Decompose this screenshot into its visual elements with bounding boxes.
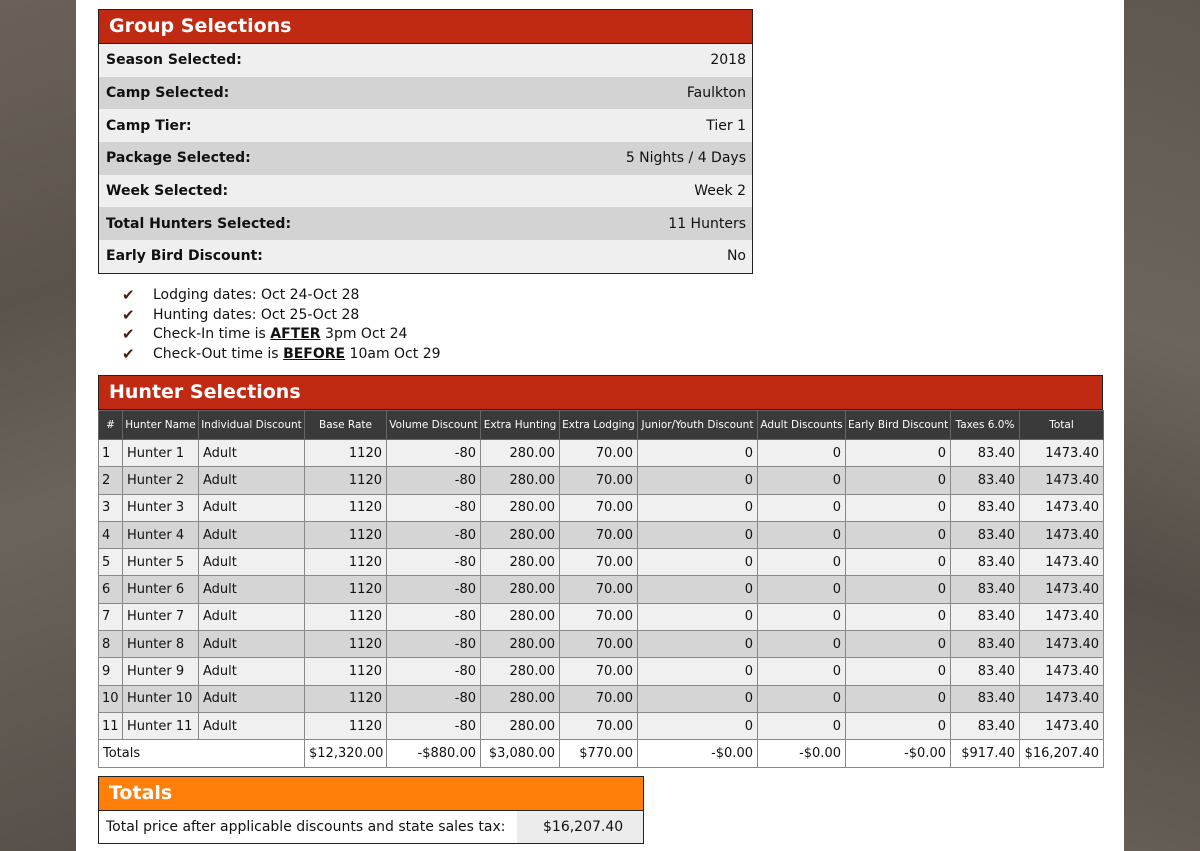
- table-cell: 280.00: [481, 603, 560, 630]
- table-cell: 1473.40: [1020, 658, 1104, 685]
- table-cell: 83.40: [951, 685, 1020, 712]
- table-cell: 70.00: [560, 576, 638, 603]
- table-cell: 0: [846, 712, 951, 739]
- table-cell: 0: [758, 685, 846, 712]
- table-cell: 1120: [305, 440, 387, 467]
- table-row: [99, 603, 1104, 630]
- table-cell: 0: [638, 521, 758, 548]
- table-row: [99, 712, 1104, 739]
- group-row: [99, 44, 752, 77]
- table-cell: Hunter 3: [123, 494, 199, 521]
- totals-row-cell: -$880.00: [387, 740, 481, 767]
- table-cell: 1120: [305, 658, 387, 685]
- group-row-label: Total Hunters Selected:: [106, 215, 292, 232]
- table-cell: 1473.40: [1020, 549, 1104, 576]
- table-cell: -80: [387, 685, 481, 712]
- table-cell: 83.40: [951, 549, 1020, 576]
- checkin-emphasis: AFTER: [270, 326, 321, 343]
- column-header: Taxes 6.0%: [951, 411, 1020, 440]
- table-cell: 1473.40: [1020, 467, 1104, 494]
- group-row: [99, 240, 752, 273]
- table-cell: Hunter 1: [123, 440, 199, 467]
- note-checkin-text: Check-In time is AFTER 3pm Oct 24: [153, 326, 408, 343]
- group-row-value: No: [726, 248, 746, 265]
- hunter-table-header: [99, 411, 1104, 440]
- table-cell: 0: [638, 712, 758, 739]
- table-cell: Hunter 10: [123, 685, 199, 712]
- table-cell: 0: [758, 440, 846, 467]
- note-checkout-text: Check-Out time is BEFORE 10am Oct 29: [153, 346, 441, 363]
- checkout-emphasis: BEFORE: [283, 346, 346, 363]
- table-cell: 0: [758, 549, 846, 576]
- table-cell: -80: [387, 603, 481, 630]
- group-row-value: 5 Nights / 4 Days: [625, 150, 746, 167]
- table-cell: 0: [846, 603, 951, 630]
- table-cell: 0: [638, 658, 758, 685]
- table-cell: 0: [758, 658, 846, 685]
- table-cell: 280.00: [481, 494, 560, 521]
- table-cell: Adult: [199, 440, 305, 467]
- group-row-label: Package Selected:: [106, 150, 251, 167]
- table-cell: Adult: [199, 631, 305, 658]
- table-row: [99, 521, 1104, 548]
- table-cell: 1120: [305, 521, 387, 548]
- column-header: Extra Lodging: [560, 411, 638, 440]
- table-cell: 280.00: [481, 467, 560, 494]
- column-header: Junior/Youth Discount: [638, 411, 758, 440]
- table-cell: Adult: [199, 494, 305, 521]
- table-cell: 0: [638, 576, 758, 603]
- table-cell: 83.40: [951, 603, 1020, 630]
- group-row-value: 11 Hunters: [668, 215, 746, 232]
- totals-panel: [98, 776, 644, 844]
- table-cell: Adult: [199, 549, 305, 576]
- table-cell: -80: [387, 467, 481, 494]
- group-row: [99, 109, 752, 142]
- table-cell: 0: [846, 467, 951, 494]
- group-row: [99, 207, 752, 240]
- table-cell: 1120: [305, 685, 387, 712]
- table-cell: 280.00: [481, 712, 560, 739]
- table-cell: 0: [638, 494, 758, 521]
- hunter-selections-panel: [98, 375, 1103, 768]
- group-row-label: Camp Tier:: [106, 117, 192, 134]
- column-header: Extra Hunting: [481, 411, 560, 440]
- table-row: [99, 494, 1104, 521]
- check-icon: ✔: [122, 286, 135, 304]
- table-cell: 0: [758, 603, 846, 630]
- column-header: Early Bird Discount: [846, 411, 951, 440]
- table-cell: 280.00: [481, 521, 560, 548]
- table-cell: Hunter 2: [123, 467, 199, 494]
- note-hunting-text: Hunting dates: Oct 25-Oct 28: [153, 306, 360, 323]
- table-row: [99, 467, 1104, 494]
- group-row-label: Week Selected:: [106, 183, 229, 200]
- grand-total-label: Total price after applicable discounts and state sales tax:: [106, 819, 506, 835]
- table-cell: 83.40: [951, 658, 1020, 685]
- table-cell: 0: [638, 440, 758, 467]
- totals-row-cell: $770.00: [560, 740, 638, 767]
- table-cell: 0: [758, 712, 846, 739]
- table-cell: Adult: [199, 603, 305, 630]
- group-row: [99, 175, 752, 208]
- note-checkin: [122, 325, 441, 345]
- totals-row-cell: $3,080.00: [481, 740, 560, 767]
- table-cell: 1473.40: [1020, 631, 1104, 658]
- table-cell: 6: [99, 576, 123, 603]
- table-cell: Adult: [199, 712, 305, 739]
- group-selections-rows: [99, 44, 752, 273]
- table-cell: -80: [387, 712, 481, 739]
- table-cell: 70.00: [560, 631, 638, 658]
- table-cell: 1473.40: [1020, 685, 1104, 712]
- table-cell: 1473.40: [1020, 603, 1104, 630]
- table-row: [99, 658, 1104, 685]
- table-cell: 280.00: [481, 685, 560, 712]
- column-header: #: [99, 411, 123, 440]
- note-checkout: [122, 345, 441, 365]
- table-row: [99, 440, 1104, 467]
- column-header: Total: [1020, 411, 1104, 440]
- group-row-value: Week 2: [694, 183, 746, 200]
- table-cell: 4: [99, 521, 123, 548]
- table-cell: Hunter 11: [123, 712, 199, 739]
- table-cell: Adult: [199, 521, 305, 548]
- table-cell: 0: [846, 521, 951, 548]
- table-cell: -80: [387, 658, 481, 685]
- table-cell: 0: [638, 549, 758, 576]
- table-cell: 1120: [305, 603, 387, 630]
- totals-row-label: Totals: [99, 740, 305, 767]
- table-cell: 9: [99, 658, 123, 685]
- table-cell: 1473.40: [1020, 576, 1104, 603]
- table-cell: -80: [387, 494, 481, 521]
- table-cell: 280.00: [481, 631, 560, 658]
- table-cell: 0: [758, 631, 846, 658]
- table-cell: -80: [387, 440, 481, 467]
- table-cell: 11: [99, 712, 123, 739]
- hunter-table: [98, 410, 1104, 768]
- background-right: [1124, 0, 1200, 851]
- group-row-value: Faulkton: [686, 85, 746, 102]
- table-cell: Hunter 7: [123, 603, 199, 630]
- table-cell: Adult: [199, 685, 305, 712]
- table-cell: 1120: [305, 712, 387, 739]
- table-cell: 70.00: [560, 521, 638, 548]
- table-cell: 0: [846, 576, 951, 603]
- table-cell: Adult: [199, 576, 305, 603]
- column-header: Volume Discount: [387, 411, 481, 440]
- table-cell: 1473.40: [1020, 712, 1104, 739]
- table-cell: 0: [846, 549, 951, 576]
- table-cell: 70.00: [560, 712, 638, 739]
- group-selections-title: Group Selections: [99, 9, 752, 44]
- table-cell: 0: [638, 685, 758, 712]
- table-cell: 70.00: [560, 494, 638, 521]
- check-icon: ✔: [122, 305, 135, 324]
- table-cell: 1120: [305, 467, 387, 494]
- table-cell: 83.40: [951, 521, 1020, 548]
- column-header: Base Rate: [305, 411, 387, 440]
- table-cell: 70.00: [560, 549, 638, 576]
- table-cell: 1473.40: [1020, 494, 1104, 521]
- table-cell: 1473.40: [1020, 521, 1104, 548]
- totals-row-cell: -$0.00: [758, 740, 846, 767]
- table-cell: 83.40: [951, 576, 1020, 603]
- table-cell: 280.00: [481, 440, 560, 467]
- grand-total-row: [99, 811, 643, 843]
- group-row-label: Camp Selected:: [106, 85, 230, 102]
- hunter-table-body: [99, 440, 1104, 740]
- totals-row-cell: -$0.00: [846, 740, 951, 767]
- table-cell: 280.00: [481, 658, 560, 685]
- table-row: [99, 685, 1104, 712]
- table-cell: 1120: [305, 576, 387, 603]
- background-left: [0, 0, 76, 851]
- table-cell: 1120: [305, 549, 387, 576]
- check-icon: ✔: [122, 345, 135, 364]
- table-cell: 70.00: [560, 685, 638, 712]
- table-cell: 10: [99, 685, 123, 712]
- table-cell: 3: [99, 494, 123, 521]
- table-cell: 0: [758, 521, 846, 548]
- check-icon: ✔: [122, 325, 135, 344]
- table-row: [99, 631, 1104, 658]
- table-cell: 70.00: [560, 603, 638, 630]
- table-cell: 2: [99, 467, 123, 494]
- table-cell: 0: [846, 494, 951, 521]
- table-cell: Adult: [199, 467, 305, 494]
- column-header: Adult Discounts: [758, 411, 846, 440]
- group-row: [99, 142, 752, 175]
- table-cell: Hunter 8: [123, 631, 199, 658]
- table-cell: 70.00: [560, 467, 638, 494]
- table-cell: 8: [99, 631, 123, 658]
- table-cell: 70.00: [560, 440, 638, 467]
- stay-notes-list: [122, 286, 441, 365]
- table-cell: 83.40: [951, 631, 1020, 658]
- table-cell: 0: [846, 440, 951, 467]
- group-row-value: Tier 1: [706, 117, 746, 134]
- table-cell: 83.40: [951, 467, 1020, 494]
- note-lodging: [122, 286, 441, 306]
- table-cell: 0: [846, 658, 951, 685]
- hunter-selections-title: Hunter Selections: [98, 375, 1103, 410]
- table-cell: 83.40: [951, 494, 1020, 521]
- table-cell: 1: [99, 440, 123, 467]
- table-cell: 0: [758, 576, 846, 603]
- totals-row-cell: $12,320.00: [305, 740, 387, 767]
- table-cell: 0: [758, 467, 846, 494]
- table-cell: 0: [846, 685, 951, 712]
- grand-total-value: $16,207.40: [517, 811, 643, 843]
- table-cell: 0: [758, 494, 846, 521]
- table-cell: -80: [387, 549, 481, 576]
- table-cell: Adult: [199, 658, 305, 685]
- table-cell: 1120: [305, 631, 387, 658]
- group-selections-panel: [98, 9, 753, 274]
- hunter-table-totals-row: [99, 740, 1104, 767]
- column-header: Individual Discount: [199, 411, 305, 440]
- group-row-label: Season Selected:: [106, 52, 242, 69]
- table-row: [99, 549, 1104, 576]
- table-cell: 1473.40: [1020, 440, 1104, 467]
- table-cell: 0: [638, 467, 758, 494]
- table-cell: Hunter 6: [123, 576, 199, 603]
- table-row: [99, 576, 1104, 603]
- table-cell: 70.00: [560, 658, 638, 685]
- table-cell: 0: [638, 631, 758, 658]
- table-cell: 280.00: [481, 576, 560, 603]
- table-cell: 83.40: [951, 440, 1020, 467]
- totals-row-cell: $917.40: [951, 740, 1020, 767]
- totals-title: Totals: [99, 776, 643, 811]
- group-row-label: Early Bird Discount:: [106, 248, 263, 265]
- table-cell: 280.00: [481, 549, 560, 576]
- totals-row-cell: -$0.00: [638, 740, 758, 767]
- table-cell: -80: [387, 576, 481, 603]
- table-cell: 5: [99, 549, 123, 576]
- table-cell: 0: [638, 603, 758, 630]
- table-cell: -80: [387, 631, 481, 658]
- group-row-value: 2018: [710, 52, 746, 69]
- table-cell: 7: [99, 603, 123, 630]
- note-lodging-text: Lodging dates: Oct 24-Oct 28: [153, 287, 360, 303]
- table-cell: 0: [846, 631, 951, 658]
- table-cell: 83.40: [951, 712, 1020, 739]
- table-cell: -80: [387, 521, 481, 548]
- table-cell: Hunter 5: [123, 549, 199, 576]
- note-hunting: [122, 306, 441, 326]
- table-cell: Hunter 4: [123, 521, 199, 548]
- column-header: Hunter Name: [123, 411, 199, 440]
- totals-row-cell: $16,207.40: [1020, 740, 1104, 767]
- table-cell: Hunter 9: [123, 658, 199, 685]
- group-row: [99, 77, 752, 110]
- table-cell: 1120: [305, 494, 387, 521]
